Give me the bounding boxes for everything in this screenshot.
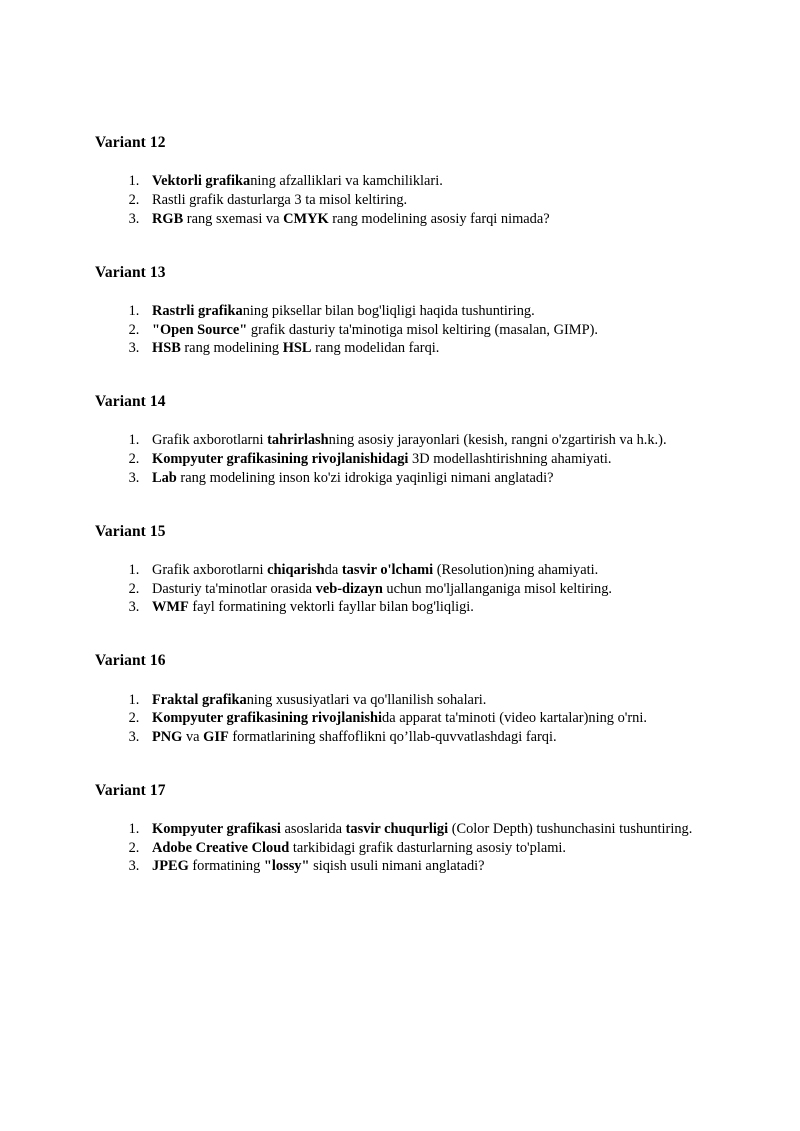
question-item: 1. Kompyuter grafikasi asoslarida tasvir chuqurligi (Color Depth) tushunchasini tushuntiring. [143,820,715,839]
document-body [95,133,715,876]
variant-question-list [95,561,715,617]
variant-heading: Variant 12 [95,134,166,151]
question-item: 1. Vektorli grafikaning afzalliklari va kamchiliklari. [143,172,715,191]
question-item: 3. WMF fayl formatining vektorli fayllar bilan bog'liqligi. [143,598,715,617]
question-item: 1. Fraktal grafikaning xususiyatlari va qo'llanilish sohalari. [143,691,715,710]
question-item: 2. Kompyuter grafikasining rivojlanishida apparat ta'minoti (video kartalar)ning o'rni. [143,709,715,728]
question-item: 1. Rastrli grafikaning piksellar bilan bog'liqligi haqida tushuntiring. [143,302,715,321]
question-item: 3. PNG va GIF formatlarining shaffoflikni qo’llab-quvvatlashdagi farqi. [143,728,715,747]
variant-question-list [95,431,715,487]
variant-question-list [95,820,715,876]
variant-section [95,781,715,877]
question-item: 2. Dasturiy ta'minotlar orasida veb-dizayn uchun mo'ljallanganiga misol keltiring. [143,580,715,599]
heading-list-spacer [95,547,715,561]
variant-section [95,133,715,229]
question-item: 3. RGB rang sxemasi va CMYK rang modelining asosiy farqi nimada? [143,210,715,229]
variant-heading: Variant 13 [95,263,166,281]
heading-list-spacer [95,677,715,691]
question-item: 2. Adobe Creative Cloud tarkibidagi grafik dasturlarning asosiy to'plami. [143,839,715,858]
variant-heading: Variant 17 [95,781,166,799]
variant-section [95,522,715,618]
variant-section [95,263,715,359]
variant-question-list [95,172,715,228]
variant-heading: Variant 16 [95,652,166,670]
variant-heading: Variant 14 [95,393,166,411]
question-item: 3. JPEG formatining "lossy" siqish usuli nimani anglatadi? [143,857,715,876]
question-item: 2. "Open Source" grafik dasturiy ta'minotiga misol keltiring (masalan, GIMP). [143,321,715,340]
question-item: 1. Grafik axborotlarni chiqarishda tasvir o'lchami (Resolution)ning ahamiyati. [143,561,715,580]
question-item: 2. Kompyuter grafikasining rivojlanishidagi 3D modellashtirishning ahamiyati. [143,450,715,469]
question-item: 1. Grafik axborotlarni tahrirlashning asosiy jarayonlari (kesish, rangni o'zgartirish va h.k.). [143,431,715,450]
variant-section [95,392,715,488]
heading-list-spacer [95,417,715,431]
heading-list-spacer [95,158,715,172]
variant-question-list [95,302,715,358]
heading-list-spacer [95,288,715,302]
question-item: 3. Lab rang modelining inson ko'zi idrokiga yaqinligi nimani anglatadi? [143,469,715,488]
question-item: 2. Rastli grafik dasturlarga 3 ta misol keltiring. [143,191,715,210]
variant-section [95,651,715,747]
variant-question-list [95,691,715,747]
question-item: 3. HSB rang modelining HSL rang modelidan farqi. [143,339,715,358]
heading-list-spacer [95,806,715,820]
variant-heading: Variant 15 [95,522,166,540]
